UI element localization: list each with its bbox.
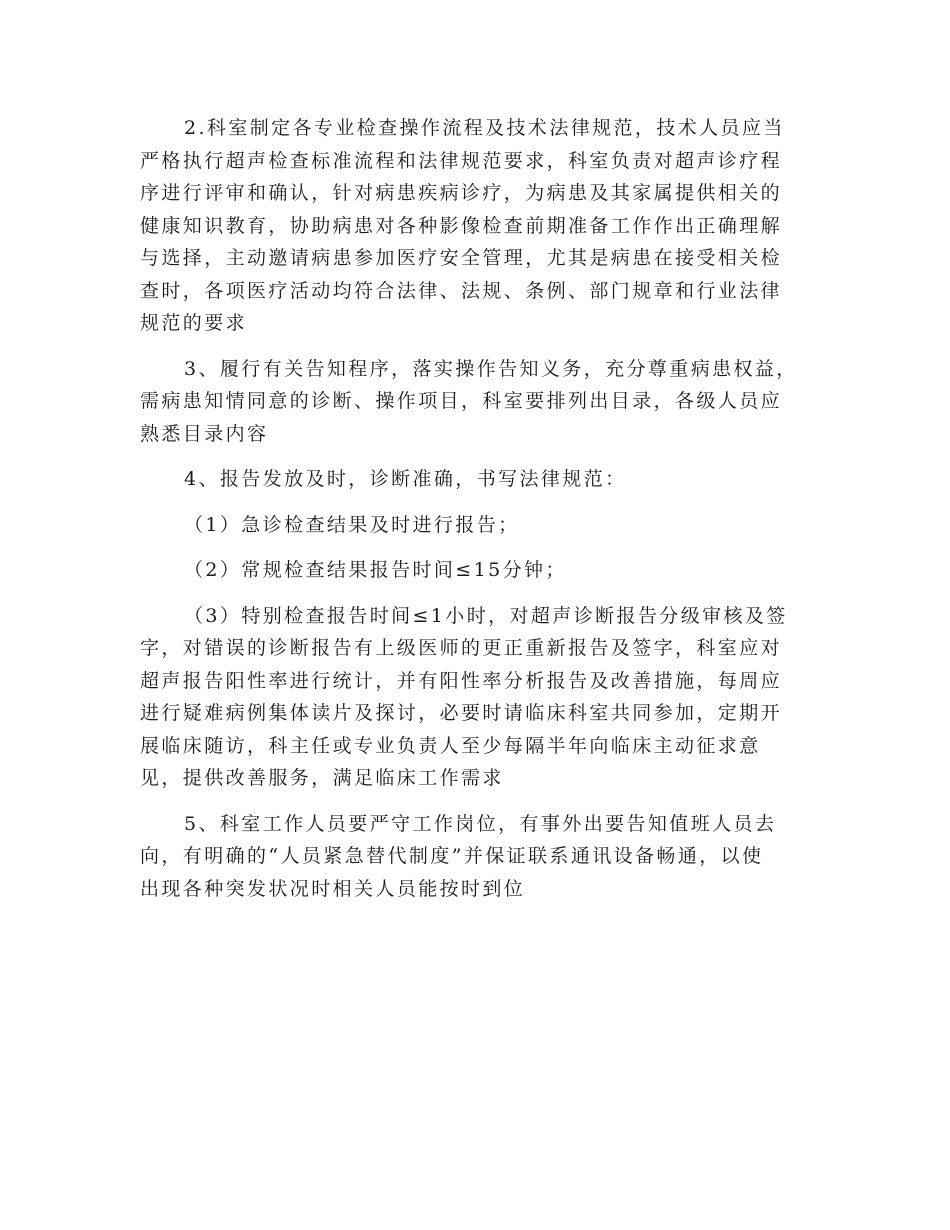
text-line: 规范的要求 — [140, 312, 248, 334]
text-line: 4、报告发放及时，诊断准确，书写法律规范： — [184, 468, 627, 490]
text-line: （2）常规检查结果报告时间≤15分钟； — [184, 559, 567, 581]
text-line: 严格执行超声检查标准流程和法律规范要求，科室负责对超声诊疗程 — [140, 149, 783, 172]
text-line: 见，提供改善服务，满足临床工作需求 — [140, 767, 504, 789]
text-line: 进行疑难病例集体读片及探讨，必要时请临床科室共同参加，定期开 — [140, 702, 783, 724]
sub-item-3 — [140, 600, 800, 795]
text-line: 3、履行有关告知程序，落实操作告知义务，充分尊重病患权益， — [184, 357, 798, 380]
text-line: 与选择，主动邀请病患参加医疗安全管理，尤其是病患在接受相关检 — [140, 247, 783, 269]
paragraph-item-2 — [140, 112, 800, 340]
text-line: 2.科室制定各专业检查操作流程及技术法律规范，技术人员应当 — [184, 117, 785, 139]
text-line: （1）急诊检查结果及时进行报告； — [184, 513, 520, 536]
text-line: 向，有明确的“人员紧急替代制度”并保证联系通讯设备畅通，以使 — [140, 845, 764, 867]
text-line: 展临床随访，科主任或专业负责人至少每隔半年向临床主动征求意 — [140, 734, 761, 757]
text-line: 超声报告阳性率进行统计，并有阳性率分析报告及改善措施，每周应 — [140, 669, 783, 692]
sub-item-2 — [140, 554, 800, 587]
paragraph-item-3 — [140, 353, 800, 451]
document-body — [140, 112, 800, 918]
text-line: 5、科室工作人员要严守工作岗位，有事外出要告知值班人员去 — [184, 812, 777, 835]
text-line: 字，对错误的诊断报告有上级医师的更正重新报告及签字，科室应对 — [140, 637, 783, 659]
text-line: 序进行评审和确认，针对病患疾病诊疗，为病患及其家属提供相关的 — [140, 182, 783, 204]
text-line: （3）特别检查报告时间≤1小时，对超声诊断报告分级审核及签 — [184, 604, 788, 627]
text-line: 出现各种突发状况时相关人员能按时到位 — [140, 877, 526, 900]
text-line: 查时，各项医疗活动均符合法律、法规、条例、部门规章和行业法律 — [140, 279, 783, 302]
text-line: 需病患知情同意的诊断、操作项目，科室要排列出目录，各级人员应 — [140, 390, 783, 412]
text-line: 健康知识教育，协助病患对各种影像检查前期准备工作作出正确理解 — [140, 214, 783, 237]
text-line: 熟悉目录内容 — [140, 422, 269, 445]
paragraph-item-4 — [140, 463, 800, 496]
sub-item-1 — [140, 509, 800, 542]
paragraph-item-5 — [140, 808, 800, 906]
